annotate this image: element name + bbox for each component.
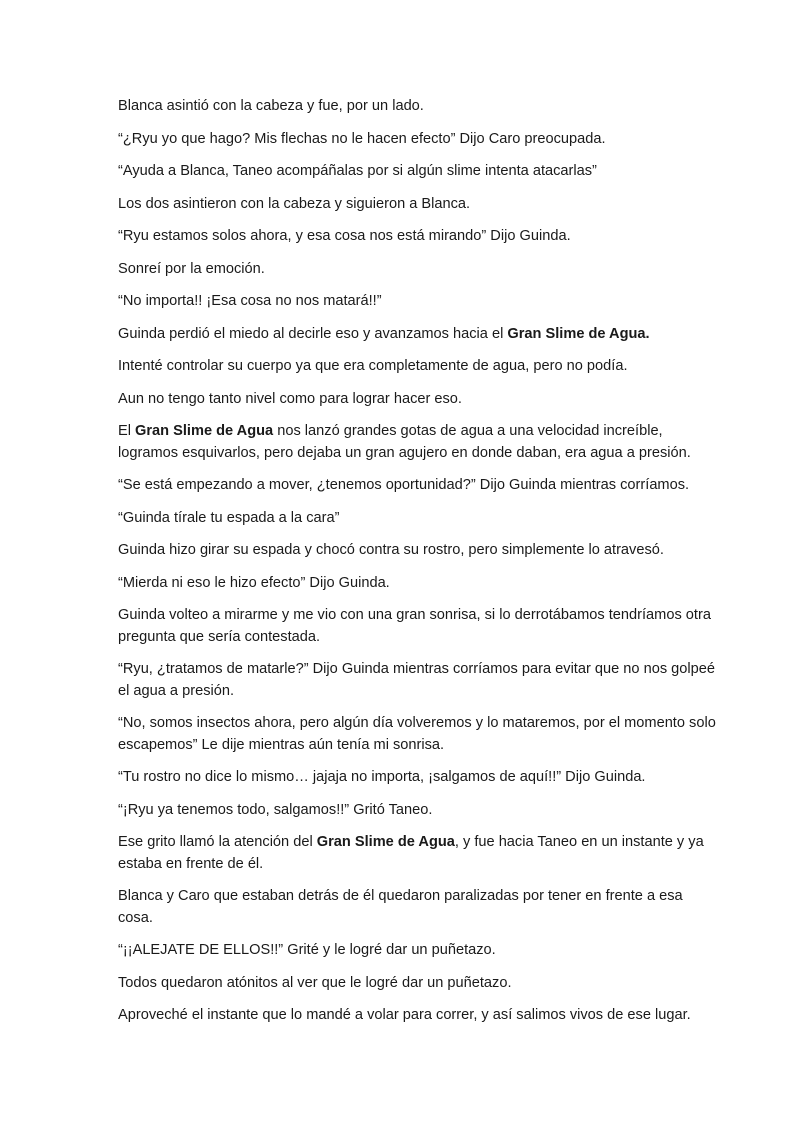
text-run: Intenté controlar su cuerpo ya que era completamente de agua, pero no podía. bbox=[118, 358, 628, 374]
text-run: nos lanzó grandes gotas de agua a una velocidad increíble, logramos esquivarlos, pero dejaba un gran agujero en donde daban, era agua a presión. bbox=[118, 423, 691, 461]
paragraph bbox=[118, 324, 718, 346]
paragraph bbox=[118, 129, 718, 151]
text-run: Guinda perdió el miedo al decirle eso y avanzamos hacia el bbox=[118, 325, 508, 342]
paragraph bbox=[118, 291, 718, 313]
paragraph bbox=[118, 356, 718, 378]
text-run: “¿Ryu yo que hago? Mis flechas no le hacen efecto” Dijo Caro preocupada. bbox=[118, 130, 606, 147]
paragraph bbox=[118, 659, 718, 702]
bold-text: Gran Slime de Agua bbox=[135, 423, 274, 439]
paragraph bbox=[118, 713, 718, 756]
text-run: “Mierda ni eso le hizo efecto” Dijo Guinda. bbox=[118, 574, 390, 591]
text-run: Aproveché el instante que lo mandé a volar para correr, y así salimos vivos de ese lugar. bbox=[118, 1007, 691, 1023]
paragraph bbox=[118, 421, 718, 464]
text-run: , y fue hacia Taneo en un instante y ya estaba en frente de él. bbox=[118, 834, 704, 872]
paragraph bbox=[118, 194, 718, 216]
text-run: Blanca y Caro que estaban detrás de él quedaron paralizadas por tener en frente a esa cosa. bbox=[118, 888, 683, 926]
text-run: “¡Ryu ya tenemos todo, salgamos!!” Gritó Taneo. bbox=[118, 801, 433, 818]
bold-text: Gran Slime de Agua bbox=[316, 834, 455, 850]
text-run: “¡¡ALEJATE DE ELLOS!!” Grité y le logré dar un puñetazo. bbox=[118, 942, 496, 958]
paragraph bbox=[118, 475, 718, 497]
paragraph bbox=[118, 1005, 718, 1027]
paragraph bbox=[118, 973, 718, 995]
paragraph bbox=[118, 508, 718, 530]
text-run: Guinda hizo girar su espada y chocó contra su rostro, pero simplemente lo atravesó. bbox=[118, 542, 664, 558]
paragraph bbox=[118, 161, 718, 183]
paragraph bbox=[118, 605, 718, 648]
text-run: El bbox=[118, 423, 136, 439]
paragraph bbox=[118, 259, 718, 281]
paragraph bbox=[118, 767, 718, 789]
paragraph bbox=[118, 226, 718, 248]
paragraph bbox=[118, 573, 718, 595]
text-run: “Se está empezando a mover, ¿tenemos oportunidad?” Dijo Guinda mientras corríamos. bbox=[118, 477, 690, 493]
text-run: “Guinda tírale tu espada a la cara” bbox=[118, 509, 340, 526]
text-run: “Ayuda a Blanca, Taneo acompáñalas por si algún slime intenta atacarlas” bbox=[118, 163, 597, 179]
text-run: Blanca asintió con la cabeza y fue, por un lado. bbox=[118, 98, 424, 114]
paragraph bbox=[118, 886, 718, 929]
paragraph bbox=[118, 940, 718, 962]
text-run: Todos quedaron atónitos al ver que le logré dar un puñetazo. bbox=[118, 974, 512, 991]
paragraph bbox=[118, 800, 718, 822]
text-run: “Ryu estamos solos ahora, y esa cosa nos está mirando” Dijo Guinda. bbox=[118, 228, 571, 244]
paragraph bbox=[118, 540, 718, 562]
document-body bbox=[118, 96, 718, 1038]
text-run: Sonreí por la emoción. bbox=[118, 260, 265, 277]
text-run: “Ryu, ¿tratamos de matarle?” Dijo Guinda mientras corríamos para evitar que no nos golpeé el agua a presión. bbox=[118, 661, 715, 699]
text-run: “No, somos insectos ahora, pero algún día volveremos y lo mataremos, por el momento solo escapemos” Le dije mientras aún tenía mi sonrisa. bbox=[118, 715, 716, 753]
paragraph bbox=[118, 832, 718, 875]
text-run: Guinda volteo a mirarme y me vio con una gran sonrisa, si lo derrotábamos tendríamos otra pregunta que sería contestada. bbox=[118, 607, 711, 645]
text-run: “Tu rostro no dice lo mismo… jajaja no importa, ¡salgamos de aquí!!” Dijo Guinda. bbox=[118, 769, 646, 785]
text-run: Aun no tengo tanto nivel como para lograr hacer eso. bbox=[118, 390, 462, 407]
text-run: “No importa!! ¡Esa cosa no nos matará!!” bbox=[118, 293, 382, 309]
bold-text: Gran Slime de Agua. bbox=[507, 325, 650, 342]
text-run: Los dos asintieron con la cabeza y siguieron a Blanca. bbox=[118, 195, 471, 212]
text-run: Ese grito llamó la atención del bbox=[118, 834, 317, 850]
paragraph bbox=[118, 389, 718, 411]
paragraph bbox=[118, 96, 718, 118]
